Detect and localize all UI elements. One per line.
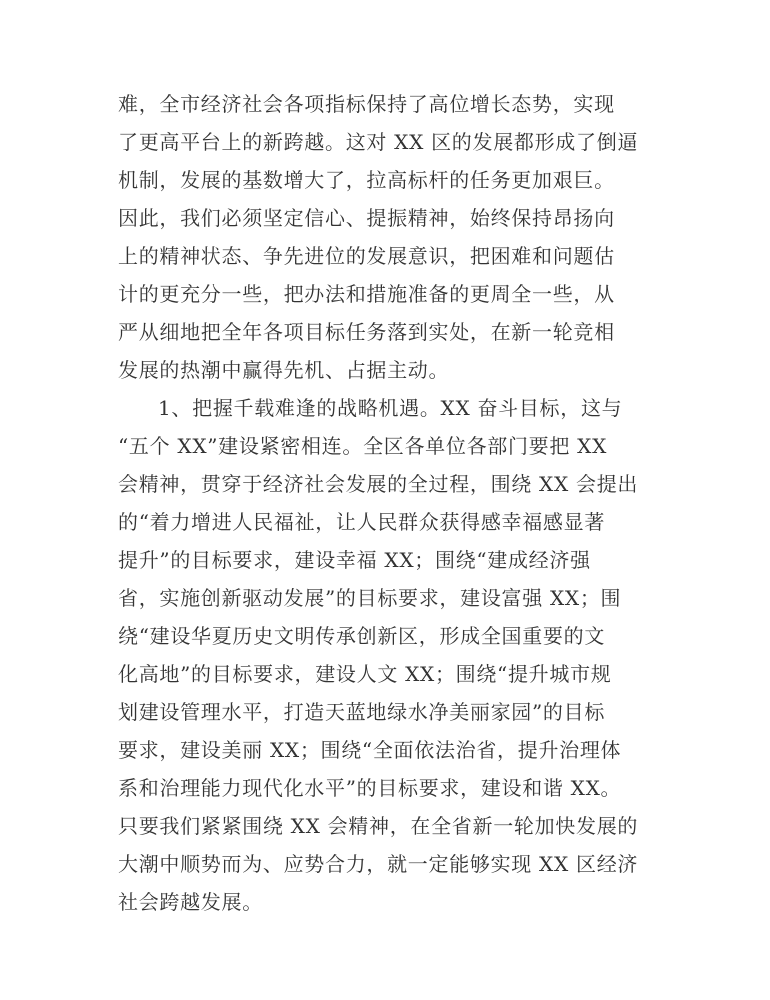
text-line: 省，实施创新驱动发展”的目标要求，建设富强 XX；围 bbox=[118, 586, 622, 610]
text-line: 因此，我们必须坚定信心、提振精神，始终保持昂扬向 bbox=[118, 206, 615, 230]
text-line: 了更高平台上的新跨越。这对 XX 区的发展都形成了倒逼 bbox=[118, 130, 639, 154]
text-line: 上的精神状态、争先进位的发展意识，把困难和问题估 bbox=[118, 244, 615, 268]
text-line: 只要我们紧紧围绕 XX 会精神，在全省新一轮加快发展的 bbox=[118, 814, 639, 838]
text-line: 化高地”的目标要求，建设人文 XX；围绕“提升城市规 bbox=[118, 662, 612, 686]
text-line: 严从细地把全年各项目标任务落到实处，在新一轮竞相 bbox=[118, 320, 615, 344]
text-line: 系和治理能力现代化水平”的目标要求，建设和谐 XX。 bbox=[118, 776, 622, 800]
text-line: 划建设管理水平，打造天蓝地绿水净美丽家园”的目标 bbox=[118, 700, 606, 724]
text-line: 难，全市经济社会各项指标保持了高位增长态势，实现 bbox=[118, 92, 615, 116]
text-line: 机制，发展的基数增大了，拉高标杆的任务更加艰巨。 bbox=[118, 168, 615, 192]
text-line: 要求，建设美丽 XX；围绕“全面依法治省，提升治理体 bbox=[118, 738, 622, 762]
text-line: 绕“建设华夏历史文明传承创新区，形成全国重要的文 bbox=[118, 624, 606, 648]
text-line: 社会跨越发展。 bbox=[118, 890, 263, 914]
text-line: 会精神，贯穿于经济社会发展的全过程，围绕 XX 会提出 bbox=[118, 472, 639, 496]
text-line: 大潮中顺势而为、应势合力，就一定能够实现 XX 区经济 bbox=[118, 852, 639, 876]
text-line: 发展的热潮中赢得先机、占据主动。 bbox=[118, 358, 450, 382]
text-line: “五个 XX”建设紧密相连。全区各单位各部门要把 XX bbox=[118, 434, 608, 458]
text-line: 提升”的目标要求，建设幸福 XX；围绕“建成经济强 bbox=[118, 548, 591, 572]
text-line: 计的更充分一些，把办法和措施准备的更周全一些，从 bbox=[118, 282, 615, 306]
text-line: 的“着力增进人民福祉，让人民群众获得感幸福感显著 bbox=[118, 510, 606, 534]
section-heading-line: 1、把握千载难逢的战略机遇。XX 奋斗目标，这与 bbox=[158, 396, 623, 420]
